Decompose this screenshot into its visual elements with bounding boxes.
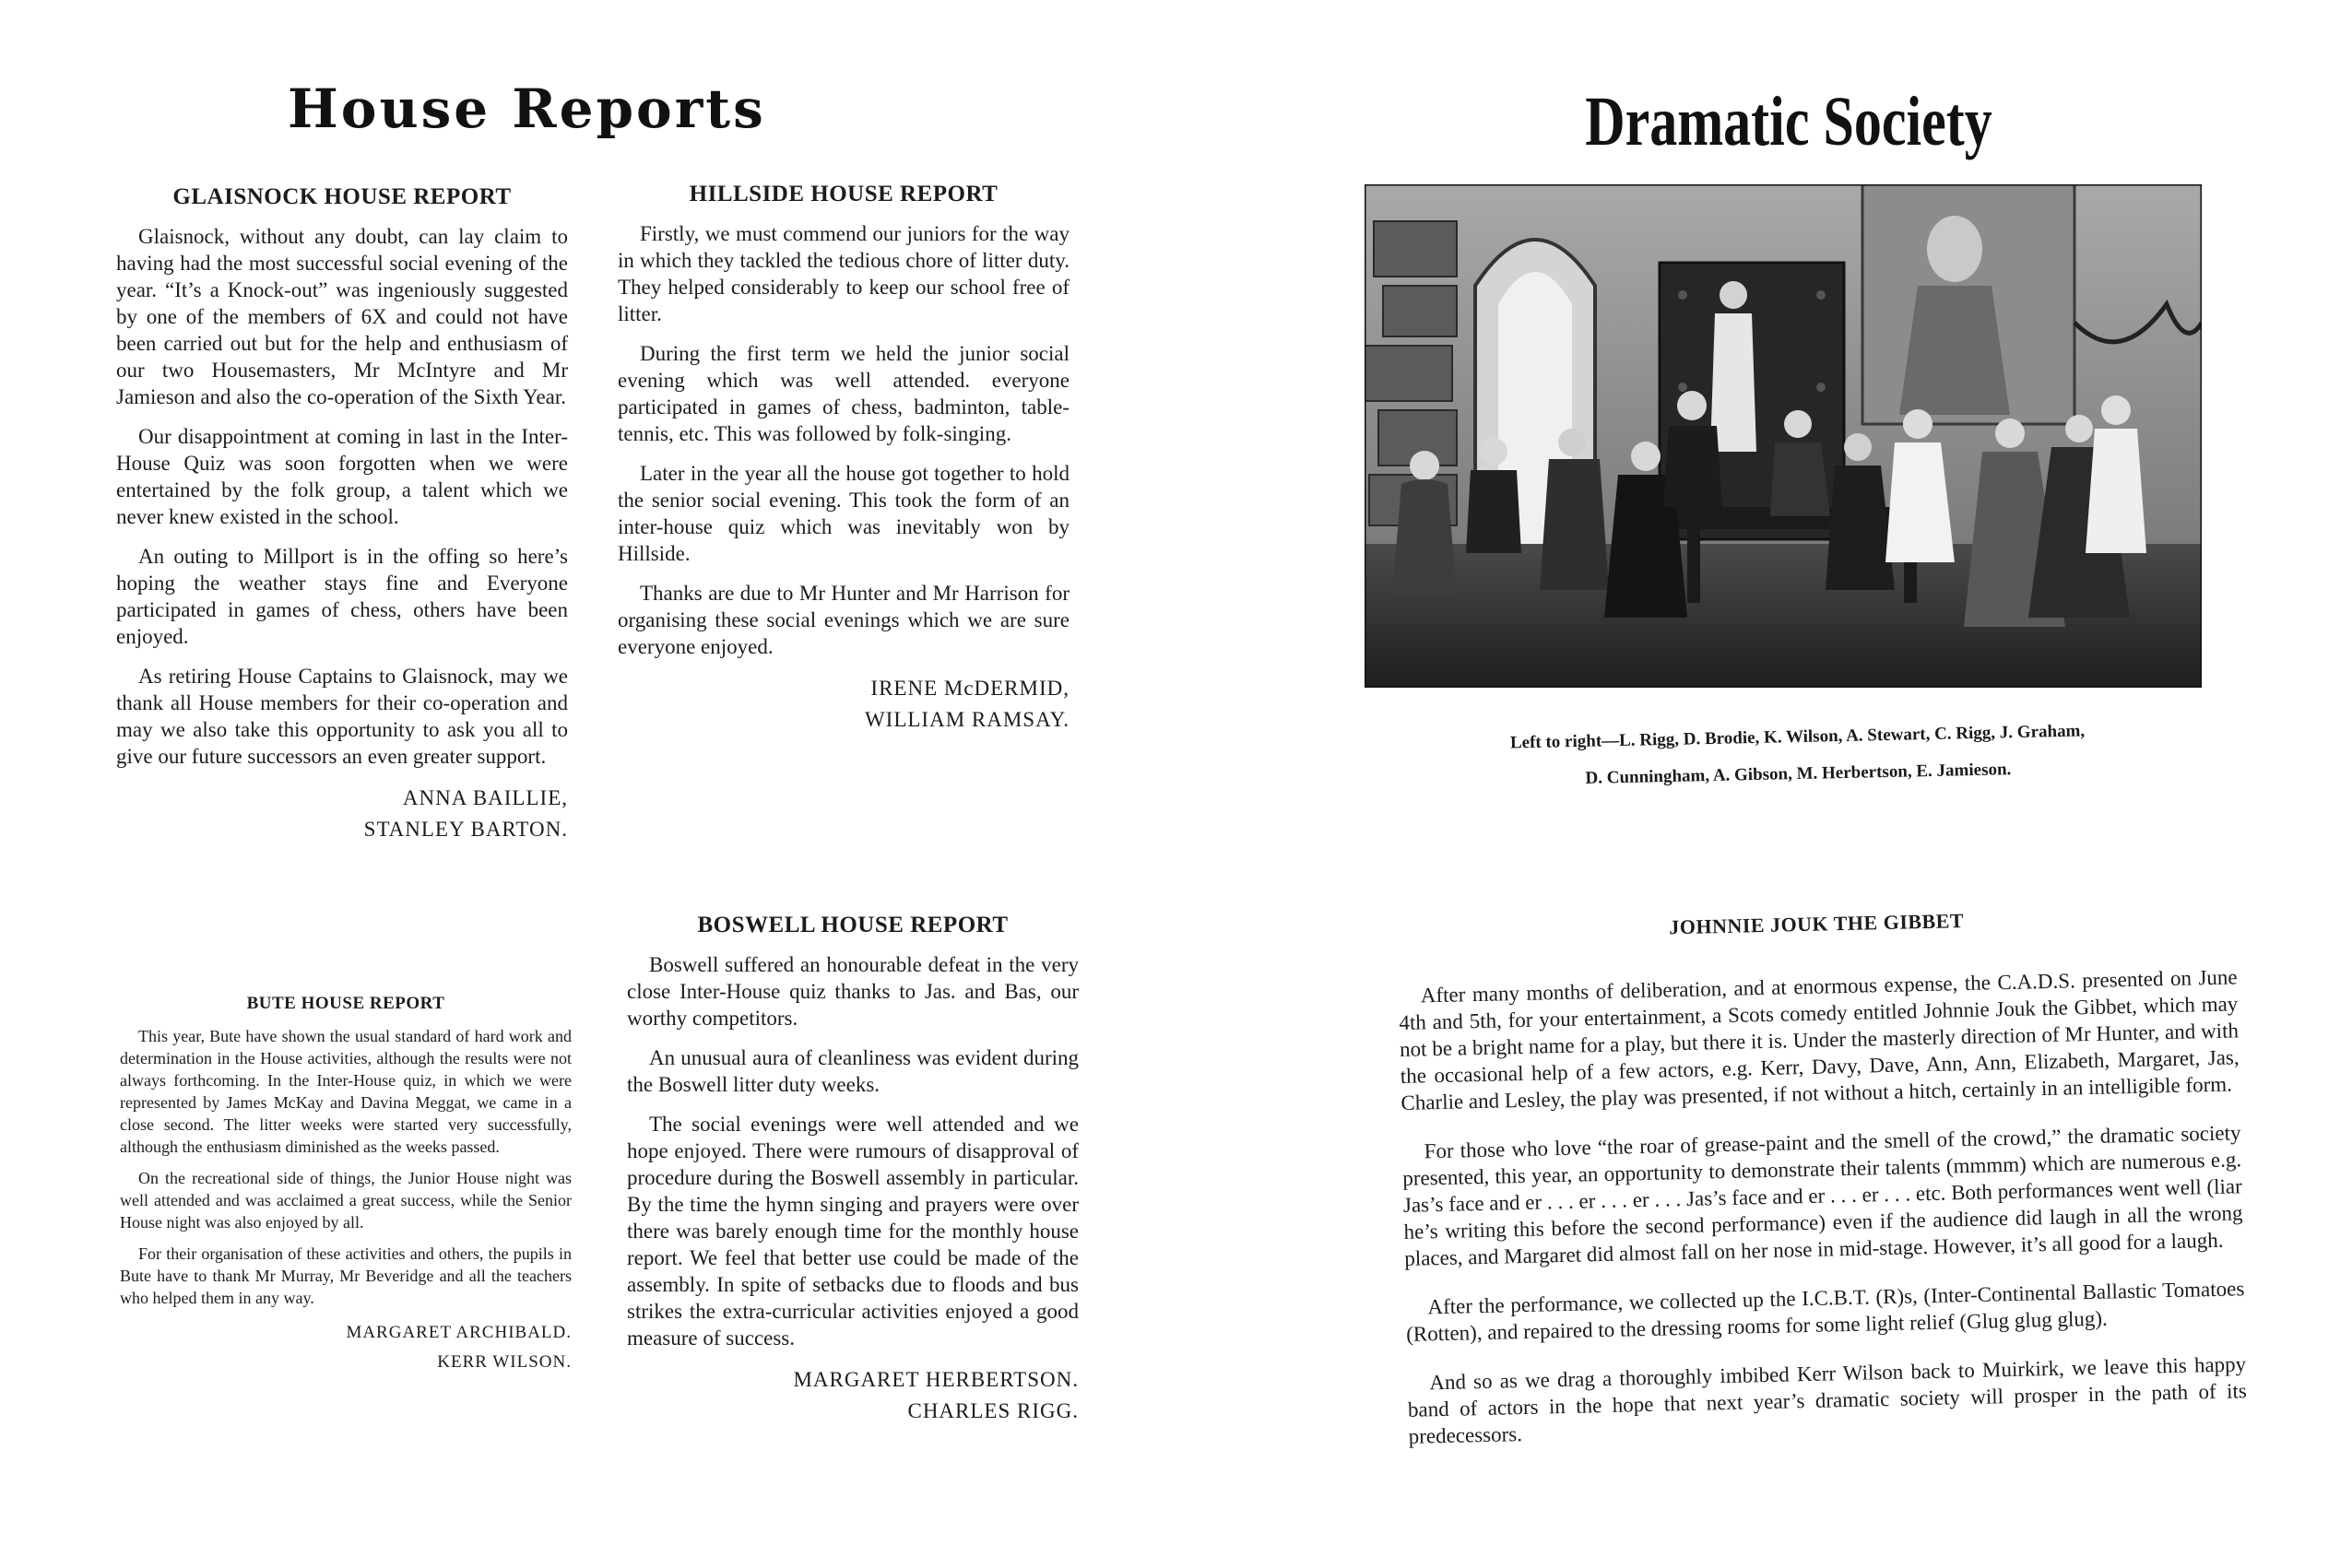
bute-report bbox=[120, 994, 572, 1377]
boswell-signature-2: CHARLES RIGG. bbox=[907, 1399, 1079, 1422]
bute-paragraph-2: On the recreational side of things, the Junior House night was well attended and was acclaimed a great success, while the Senior House night was also enjoyed by all. bbox=[120, 1169, 572, 1232]
glaisnock-paragraph-3: An outing to Millport is in the offing so here’s hoping the weather stays fine and Everyone participated in games of chess, others have been enjoyed. bbox=[116, 545, 568, 648]
glaisnock-heading: GLAISNOCK HOUSE REPORT bbox=[172, 184, 512, 209]
boswell-paragraph-3: The social evenings were well attended and we hope enjoyed. There were rumours of disapproval of procedure during the Boswell assembly in particular. By the time the hymn singing and prayers were over there was barely enough time for the monthly house report. We feel that better use could be made of the assembly. In spite of setbacks due to floods and bus strikes the extra-curricular activities enjoyed a good measure of success. bbox=[627, 1113, 1079, 1350]
article-paragraph-3: After the performance, we collected up the I.C.B.T. (R)s, (Inter-Continental Ballastic Tomatoes (Rotten), and repaired to the dressing rooms for some light relief (Glug glug glug). bbox=[1405, 1277, 2245, 1346]
johnnie-jouk-article bbox=[1397, 902, 2248, 1471]
boswell-signature-1: MARGARET HERBERTSON. bbox=[793, 1368, 1079, 1391]
hillside-paragraph-3: Later in the year all the house got together to hold the senior social evening. This took the form of an inter-house quiz which was inevitably won by Hillside. bbox=[618, 462, 1070, 565]
photo-caption bbox=[1401, 711, 2194, 801]
hillside-report bbox=[618, 182, 1070, 736]
article-paragraph-2: For those who love “the roar of grease-paint and the smell of the crowd,” the dramatic society presented, this year, an opportunity to demonstrate their talents (mmmm) which are numerous e.g. Jas’s face and er . . . er . . . er . . . Jas’s face and er . . . er . . . etc. Both performances went well (liar he’s writing this before the second performance) even if the audience did laugh in all the wrong places, and Margaret did almost fall on her nose in mid-stage. However, it’s all good for a laugh. bbox=[1402, 1121, 2243, 1270]
cast-photograph bbox=[1365, 184, 2202, 688]
hillside-signature-2: WILLIAM RAMSAY. bbox=[864, 708, 1070, 731]
hillside-paragraph-4: Thanks are due to Mr Hunter and Mr Harrison for organising these social evenings which we are sure everyone enjoyed. bbox=[618, 582, 1070, 658]
caption-line-1: Left to right—L. Rigg, D. Brodie, K. Wilson, A. Stewart, C. Rigg, J. Graham, bbox=[1509, 721, 2086, 753]
bute-heading: BUTE HOUSE REPORT bbox=[246, 994, 445, 1013]
boswell-paragraph-1: Boswell suffered an honourable defeat in the very close Inter-House quiz thanks to Jas. and Bas, our worthy competitors. bbox=[627, 953, 1079, 1030]
glaisnock-signature-2: STANLEY BARTON. bbox=[363, 818, 568, 841]
article-paragraph-4: And so as we drag a thoroughly imbibed Kerr Wilson back to Muirkirk, we leave this happy band of actors in the hope that next year’s dramatic society will prosper in the path of its predecessors. bbox=[1407, 1352, 2248, 1448]
stage-scene-image bbox=[1365, 184, 2202, 688]
hillside-paragraph-2: During the first term we held the junior social evening which was well attended. everyone participated in games of chess, badminton, table-tennis, etc. This was followed by folk-singing. bbox=[618, 342, 1070, 445]
house-reports-title: House Reports bbox=[288, 77, 766, 140]
glaisnock-paragraph-1: Glaisnock, without any doubt, can lay claim to having had the most successful social evening of the year. “It’s a Knock-out” was ingeniously suggested by one of the members of 6X and could not have been carried out but for the help and enthusiasm of our two Housemasters, Mr McIntyre and Mr Jamieson and also the co-operation of the Sixth Year. bbox=[116, 225, 568, 408]
glaisnock-paragraph-4: As retiring House Captains to Glaisnock, may we thank all House members for their co-operation and may we also take this opportunity to ask you all to give our future successors an even greater support. bbox=[116, 665, 568, 768]
glaisnock-paragraph-2: Our disappointment at coming in last in the Inter-House Quiz was soon forgotten when we were entertained by the folk group, a talent which we never knew existed in the school. bbox=[116, 425, 568, 528]
hillside-paragraph-1: Firstly, we must commend our juniors for the way in which they tackled the tedious chore of litter duty. They helped considerably to keep our school free of litter. bbox=[618, 222, 1070, 325]
boswell-heading: BOSWELL HOUSE REPORT bbox=[697, 913, 1009, 937]
hillside-heading: HILLSIDE HOUSE REPORT bbox=[689, 182, 999, 206]
boswell-report bbox=[627, 913, 1079, 1427]
dramatic-society-title: Dramatic Society bbox=[1585, 82, 1992, 160]
caption-line-2: D. Cunningham, A. Gibson, M. Herbertson, E. Jamieson. bbox=[1585, 760, 2012, 788]
hillside-signature-1: IRENE McDERMID, bbox=[870, 677, 1070, 700]
glaisnock-report bbox=[116, 184, 568, 845]
bute-signature-1: MARGARET ARCHIBALD. bbox=[346, 1323, 572, 1342]
article-paragraph-1: After many months of deliberation, and at enormous expense, the C.A.D.S. presented on June 4th and 5th, for your entertainment, a Scots comedy entitled Johnnie Jouk the Gibbet, which may not be a bright name for a play, but there it is. Under the masterly direction of Mr Hunter, and with the occasional help of a few actors, e.g. Kerr, Davy, Dave, Ann, Ann, Elizabeth, Margaret, Jas, Charlie and Lesley, the play was presented, if not without a hitch, certainly in an intelligible form. bbox=[1399, 965, 2240, 1114]
glaisnock-signature-1: ANNA BAILLIE, bbox=[402, 786, 568, 809]
boswell-paragraph-2: An unusual aura of cleanliness was evident during the Boswell litter duty weeks. bbox=[627, 1046, 1079, 1096]
article-heading: JOHNNIE JOUK THE GIBBET bbox=[1669, 909, 1965, 939]
bute-paragraph-1: This year, Bute have shown the usual standard of hard work and determination in the House activities, although the results were not always forthcoming. In the Inter-House quiz, in which we were represented by James McKay and Davina Meggat, we came in a close second. The litter weeks were started very successfully, although the enthusiasm diminished as the weeks passed. bbox=[120, 1027, 572, 1156]
bute-signature-2: KERR WILSON. bbox=[437, 1352, 572, 1372]
bute-paragraph-3: For their organisation of these activities and others, the pupils in Bute have to thank Mr Murray, Mr Beveridge and all the teachers who helped them in any way. bbox=[120, 1244, 572, 1307]
